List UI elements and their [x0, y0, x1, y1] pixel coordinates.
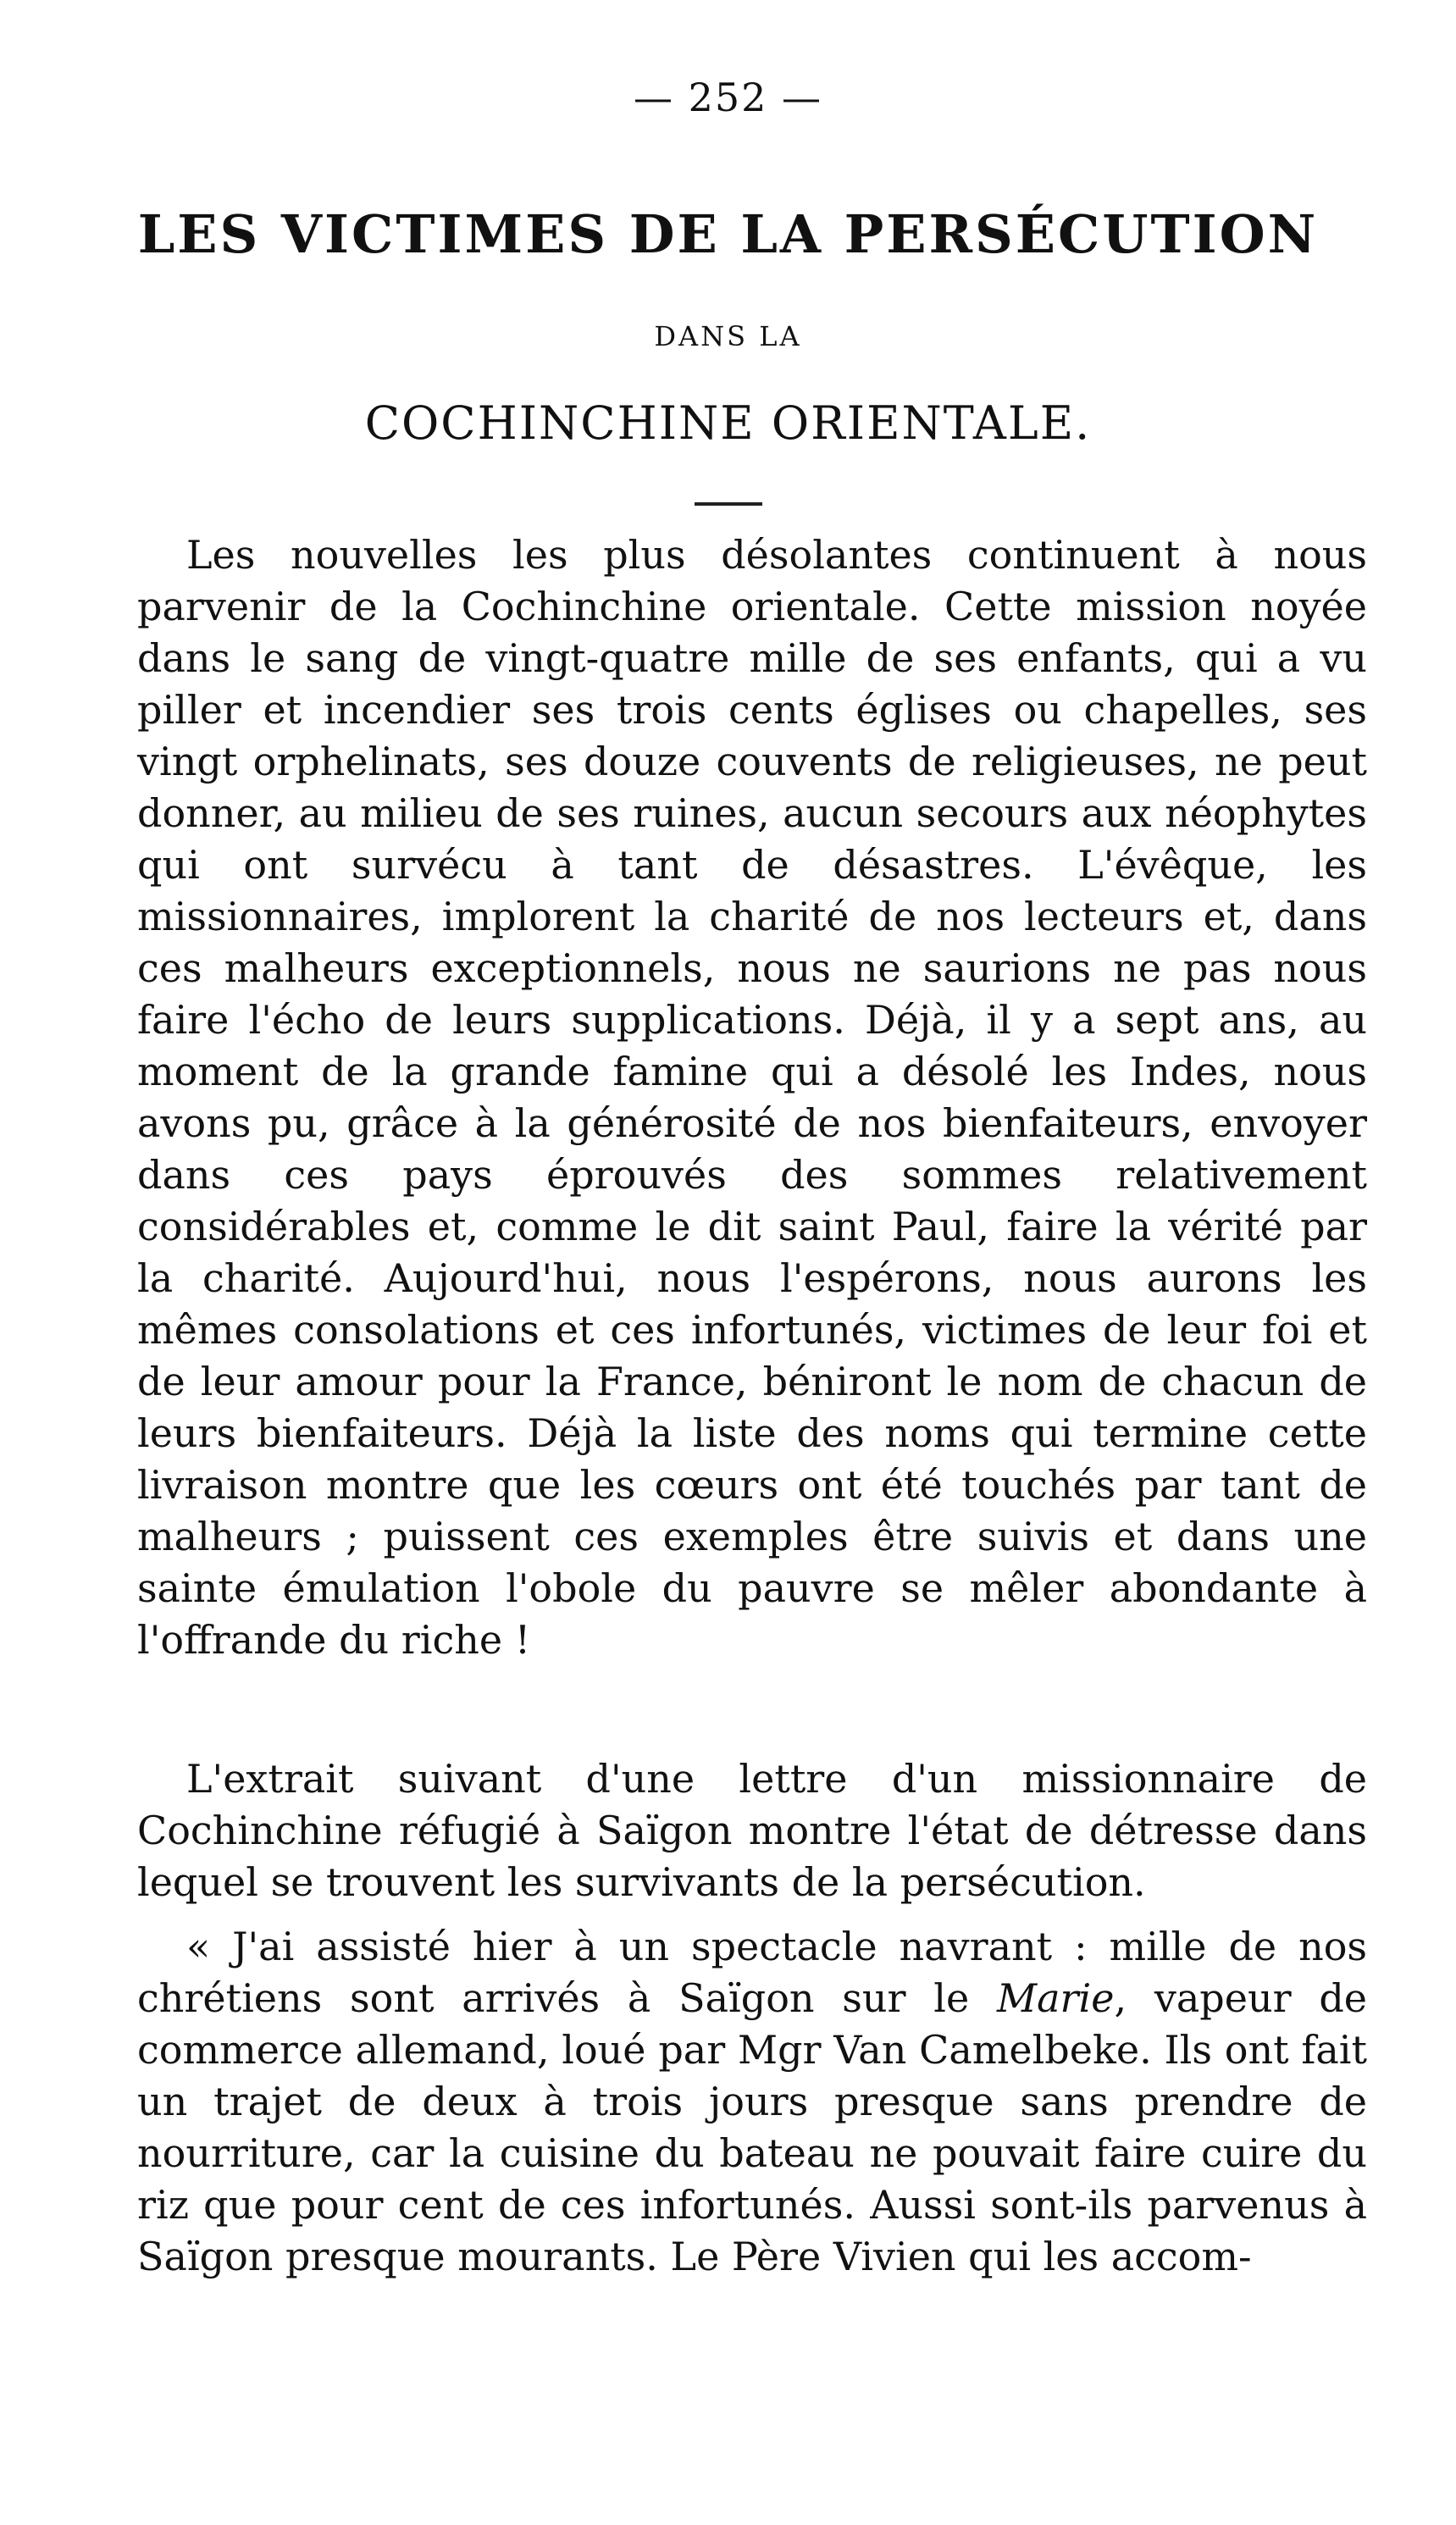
- paragraph-text: L'extrait suivant d'une lettre d'un missionnaire de Cochinchine réfugié à Saïgon montre l'état de détresse dans lequel se trouvent les survivants de la persécution.: [137, 1756, 1367, 1905]
- ship-name: Marie: [997, 1975, 1115, 2021]
- quote-text: [137, 1921, 1367, 2283]
- paragraph-extract-intro: [137, 1753, 1367, 1908]
- paragraph-text: Les nouvelles les plus désolantes continuent à nous parvenir de la Cochinchine orientale. Cette mission noyée dans le sang de vingt-quatre mille de ses enfants, qui a vu piller et incendier ses trois cents églises ou chapelles, ses vingt orphelinats, ses douze couvents de religieuses, ne peut donner, au milieu de ses ruines, aucun secours aux néophytes qui ont survécu à tant de désastres. L'évêque, les missionnaires, implorent la charité de nos lecteurs et, dans ces malheurs exceptionnels, nous ne saurions ne pas nous faire l'écho de leurs supplications. Déjà, il y a sept ans, au moment de la grande famine qui a désolé les Indes, nous avons pu, grâce à la générosité de nos bienfaiteurs, envoyer dans ces pays éprouvés des sommes relativement considérables et, comme le dit saint Paul, faire la vérité par la charité. Aujourd'hui, nous l'espérons, nous aurons les mêmes consolations et ces infortunés, victimes de leur foi et de leur amour pour la France, béniront le nom de chacun de leurs bienfaiteurs. Déjà la liste des noms qui termine cette livraison montre que les cœurs ont été touchés par tant de malheurs ; puissent ces exemples être suivis et dans une sainte émulation l'obole du pauvre se mêler abondante à l'offrande du riche !: [137, 532, 1367, 1663]
- quote-after-ship: , vapeur de commerce allemand, loué par Mgr Van Camelbeke. Ils ont fait un trajet de deux à trois jours presque sans prendre de nourriture, car la cuisine du bateau ne pouvait faire cuire du riz que pour cent de ces infortunés. Aussi sont-ils parvenus à Saïgon presque mourants. Le Père Vivien qui les accom-: [137, 1975, 1368, 2279]
- article-title: LES VICTIMES DE LA PERSÉCUTION: [137, 203, 1319, 265]
- article-subtitle-small: DANS LA: [654, 320, 802, 352]
- page-number: — 252 —: [633, 75, 823, 120]
- quote-before-ship: « J'ai assisté hier à un spectacle navrant : mille de nos chrétiens sont arrivés à Saïgon sur le: [137, 1924, 1367, 2021]
- paragraph-quote: [137, 1921, 1367, 2283]
- article-subtitle-region: COCHINCHINE ORIENTALE.: [364, 396, 1092, 450]
- title-divider: [695, 502, 762, 506]
- paragraph-intro: [137, 529, 1367, 1666]
